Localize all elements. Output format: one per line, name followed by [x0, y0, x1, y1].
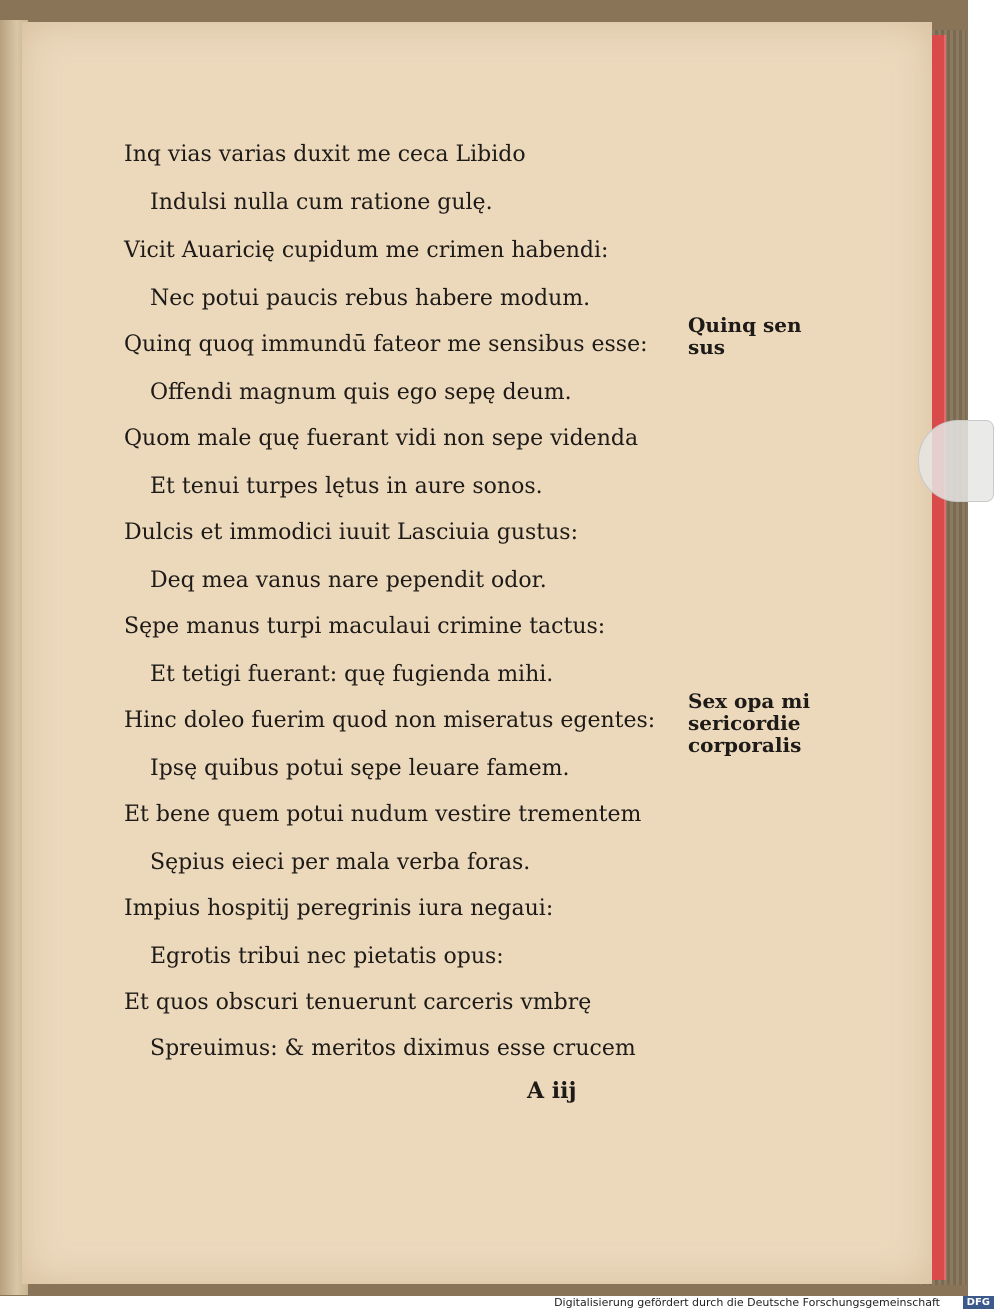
signature-mark: A iij [527, 1078, 577, 1104]
verse-line: Hinc doleo fuerim quod non miseratus egentes: [124, 708, 656, 733]
verse-line: Quom male quę fuerant vidi non sepe videnda [124, 426, 639, 451]
verse-line: Sępe manus turpi maculaui crimine tactus: [124, 614, 606, 639]
margin-note-senses [688, 314, 802, 358]
verse-line: Ipsę quibus potui sępe leuare famem. [150, 756, 570, 781]
verse-line: Deq mea vanus nare pependit odor. [150, 568, 547, 593]
margin-note-line: Sex opa mi [688, 689, 811, 713]
verse-line: Indulsi nulla cum ratione gulę. [150, 190, 493, 215]
verse-line: Et quos obscuri tenuerunt carceris vmbrę [124, 990, 592, 1015]
page-clip [918, 420, 994, 502]
verse-line: Dulcis et immodici iuuit Lasciuia gustus: [124, 520, 578, 545]
verse-line: Impius hospitij peregrinis iura negaui: [124, 896, 554, 921]
verse-line: Offendi magnum quis ego sepę deum. [150, 380, 572, 405]
margin-note-line: corporalis [688, 733, 802, 757]
margin-note-line: sericordie [688, 711, 801, 735]
verse-line: Inq vias varias duxit me ceca Libido [124, 142, 526, 167]
verse-line: Spreuimus: & meritos diximus esse crucem [150, 1036, 636, 1061]
verse-line: Et tetigi fuerant: quę fugienda mihi. [150, 662, 554, 687]
book-page [22, 22, 932, 1284]
verse-line: Et bene quem potui nudum vestire trementem [124, 802, 642, 827]
verse-line: Et tenui turpes lętus in aure sonos. [150, 474, 543, 499]
verse-line: Egrotis tribui nec pietatis opus: [150, 944, 504, 969]
dfg-logo: DFG [963, 1296, 994, 1309]
verse-line: Quinq quoq immundū fateor me sensibus esse: [124, 332, 648, 357]
verse-line: Vicit Auaricię cupidum me crimen habendi: [124, 238, 609, 263]
margin-note-line: sus [688, 335, 726, 359]
margin-note-works-of-mercy [688, 690, 810, 756]
margin-note-line: Quinq sen [688, 313, 802, 337]
verse-line: Sępius eieci per mala verba foras. [150, 850, 531, 875]
verse-line: Nec potui paucis rebus habere modum. [150, 286, 591, 311]
footer-credit: Digitalisierung gefördert durch die Deutsche Forschungsgemeinschaft [554, 1296, 940, 1309]
